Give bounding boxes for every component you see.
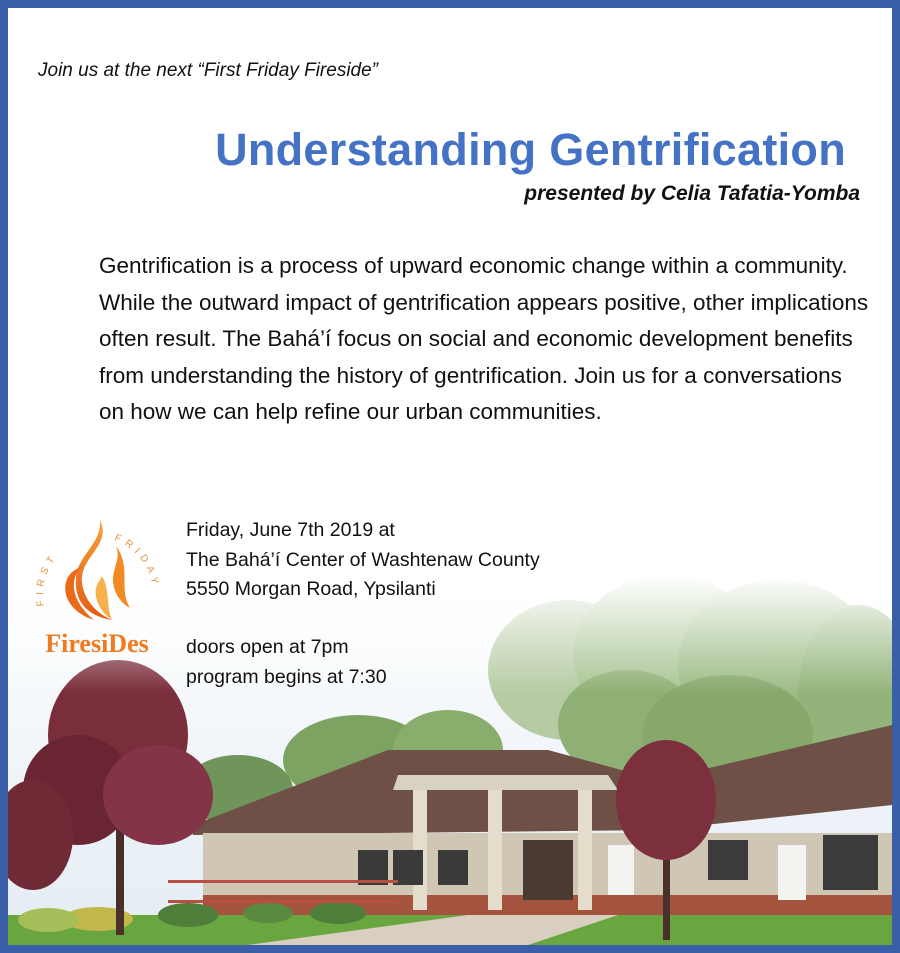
logo-arc-left	[35, 551, 60, 607]
event-address: 5550 Morgan Road, Ypsilanti	[186, 578, 436, 600]
description-paragraph: Gentrification is a process of upward economic change within a community. While the outward impact of gentrification appears positive, other implications often result. The Bahá’í focus on social and economic development benefits from understanding the history of gentrification. Join us for a conversations on how we can help refine our urban communities.	[99, 253, 869, 424]
event-venue: The Bahá’í Center of Washtenaw County	[186, 548, 540, 571]
presenter-line: presented by Celia Tafatia-Yomba	[524, 182, 860, 205]
invite-line: Join us at the next “First Friday Fireside”	[38, 60, 378, 81]
program-time: program begins at 7:30	[186, 666, 387, 688]
logo-arc-right-text: FRIDAY	[112, 532, 161, 590]
event-date: Friday, June 7th 2019 at	[186, 519, 395, 541]
firesides-logo	[22, 516, 172, 661]
doors-time: doors open at 7pm	[186, 636, 349, 658]
event-times	[186, 632, 387, 692]
event-details	[186, 516, 540, 605]
page-title: Understanding Gentrification	[215, 124, 846, 175]
logo-wordmark: FiresiDes	[45, 629, 149, 658]
logo-arc-left-text: FIRST	[34, 550, 61, 607]
